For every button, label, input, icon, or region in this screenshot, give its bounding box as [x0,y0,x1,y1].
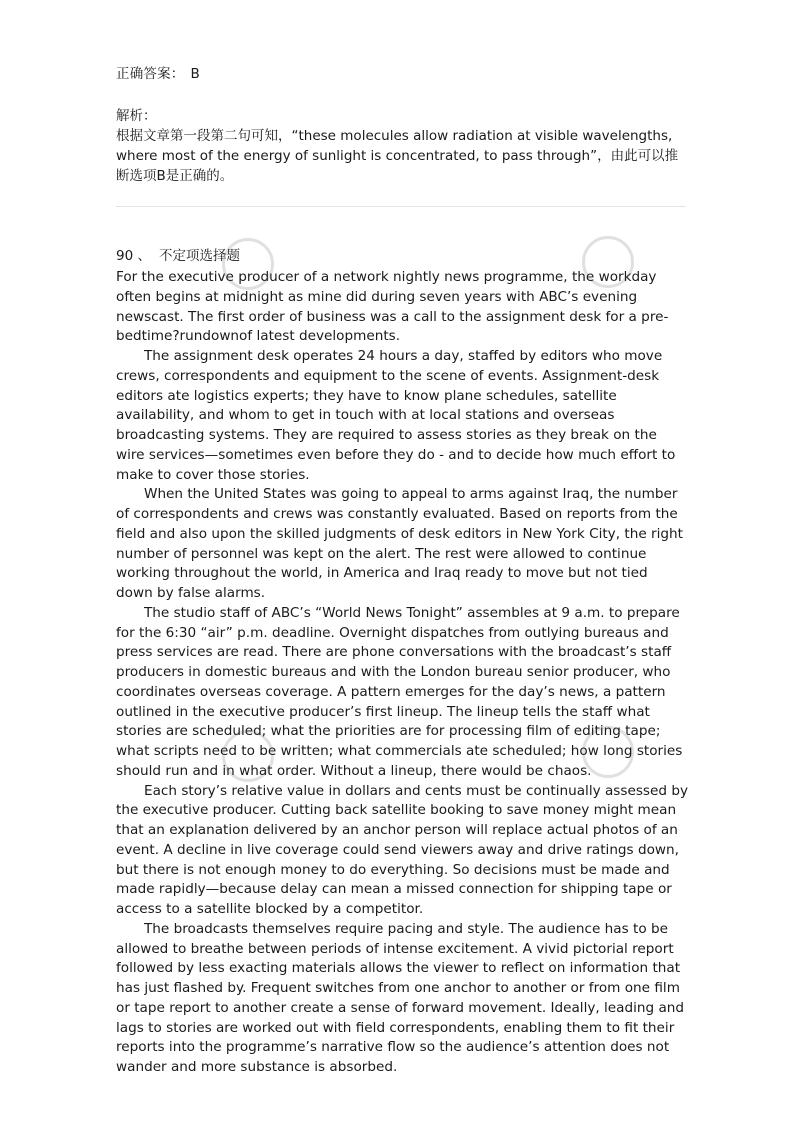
article-paragraph-5: Each story’s relative value in dollars and cents must be continually assessed by the executive producer. Cutting back satellite booking to save money might mean that an explanation delivered by an anchor person will replace actual photos of an event. A decline in live coverage could send viewers away and drive ratings down, but there is not enough money to do everything. So decisions must be made and made rapidly—because delay can mean a missed connection for shipping tape or access to a satellite blocked by a competitor. [116,782,688,917]
article-paragraph-2: The assignment desk operates 24 hours a day, staffed by editors who move crews, correspondents and equipment to the scene of events. Assignment-desk editors ate logistics experts; they have to know plane schedules, satellite availability, and whom to get in touch with at local stations and overseas broadcasting systems. They are required to assess stories as they break on the wire services—sometimes even before they do - and to decide how much effort to make to cover those stories. [116,348,676,483]
analysis-body: 根据文章第一段第二句可知，“these molecules allow radiation at visible wavelengths, where most of the energy of sunlight is concentrated, to pass through”，由此可以推断选项B是正确的。 [116,128,679,184]
question-number: 90 、 [116,248,151,264]
section-divider [116,206,686,207]
correct-answer [116,62,200,82]
article [116,268,688,1078]
correct-answer-value: B [190,66,200,82]
analysis-title: 解析： [116,108,157,124]
correct-answer-label: 正确答案： [116,66,185,82]
article-paragraph-3: When the United States was going to appeal to arms against Iraq, the number of correspondents and crews was constantly evaluated. Based on reports from the field and also upon the skilled judgments of desk editors in New York City, the right number of personnel was kept on the alert. The rest were allowed to continue working throughout the world, in America and Iraq ready to move but not tied down by false alarms. [116,486,683,601]
article-paragraph-4: The studio staff of ABC’s “World News Tonight” assembles at 9 a.m. to prepare for the 6:30 “air” p.m. deadline. Overnight dispatches from outlying bureaus and press services are read. There are phone conversations with the broadcast’s staff producers in domestic bureaus and with the London bureau senior producer, who coordinates overseas coverage. A pattern emerges for the day’s news, a pattern outlined in the executive producer’s first lineup. The lineup tells the staff what stories are scheduled; what the priorities are for processing film of editing tape; what scripts need to be written; what commercials ate scheduled; how long stories should run and in what order. Without a lineup, there would be chaos. [116,604,683,779]
question-header [116,244,240,264]
article-paragraph-6: The broadcasts themselves require pacing and style. The audience has to be allowed to breathe between periods of intense excitement. A vivid pictorial report followed by less exacting materials allows the viewer to reflect on information that has just flashed by. Frequent switches from one anchor to another or from one film or tape report to another create a sense of forward movement. Ideally, leading and lags to stories are worked out with field correspondents, enabling them to fit their reports into the programme’s narrative flow so the audience’s attention does not wander and more substance is absorbed. [116,920,685,1075]
article-paragraph-1: For the executive producer of a network nightly news programme, the workday often begins at midnight as mine did during seven years with ABC’s evening newscast. The first order of business was a call to the assignment desk for a pre-bedtime?rundownof latest developments. [116,269,669,345]
question-type: 不定项选择题 [158,248,240,264]
